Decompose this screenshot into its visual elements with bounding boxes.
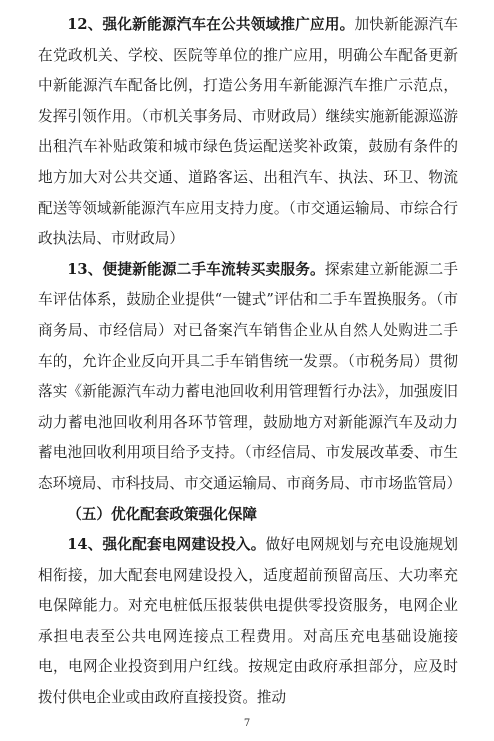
- document-body: [38, 10, 462, 714]
- paragraph-heading: 13、便捷新能源二手车流转买卖服务。: [67, 260, 325, 278]
- paragraph-12: [38, 10, 458, 255]
- paragraph-text: 探索建立新能源二手车评估体系，鼓励企业提供“一键式”评估和二手车置换服务。（市商务局、市经信局）对已备案汽车销售企业从自然人处购进二手车的，允许企业反向开具二手车销售统一发票。（市税务局）贯彻落实《新能源汽车动力蓄电池回收利用管理暂行办法》，加强废旧动力蓄电池回收利用各环节管理，鼓励地方对新能源汽车及动力蓄电池回收利用项目给予支持。（市经信局、市发展改革委、市生态环境局、市科技局、市交通运输局、市商务局、市市场监管局）: [38, 260, 462, 492]
- paragraph-13: [38, 255, 462, 500]
- paragraph-heading: 14、强化配套电网建设投入。: [67, 536, 266, 554]
- section-heading: （五）优化配套政策强化保障: [67, 505, 257, 523]
- paragraph-14: [38, 530, 458, 714]
- paragraph-text: 做好电网规划与充电设施规划相衔接，加大配套电网建设投入，适度超前预留高压、大功率充电保障能力。对充电桩低压报装供电提供零投资服务，电网企业承担电表至公共电网连接点工程费用。对高压充电基础设施接电，电网企业投资到用户红线。按规定由政府承担部分，应及时拨付供电企业或由政府直接投资。推动: [38, 536, 458, 707]
- page-number: 7: [243, 718, 251, 729]
- paragraph-heading: 12、强化新能源汽车在公共领域推广应用。: [67, 16, 355, 33]
- paragraph-text: 加快新能源汽车在党政机关、学校、医院等单位的推广应用，明确公车配备更新中新能源汽车配备比例，打造公务用车新能源汽车推广示范点，发挥引领作用。（市机关事务局、市财政局）继续实施新能源巡游出租汽车补贴政策和城市绿色货运配送奖补政策，鼓励有条件的地方加大对公共交通、道路客运、出租汽车、执法、环卫、物流配送等领域新能源汽车应用支持力度。（市交通运输局、市综合行政执法局、市财政局）: [38, 16, 458, 248]
